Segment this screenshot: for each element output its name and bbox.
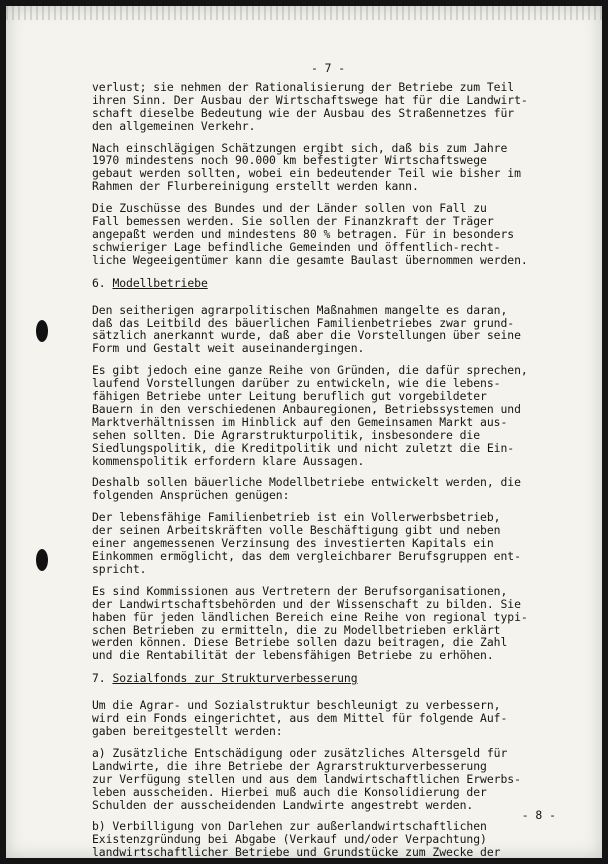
text-line: Rahmen der Flurbereinigung erstellt werden kann.: [92, 179, 419, 194]
text-line: 1970 mindestens noch 90.000 km befestigter Wirtschaftswege: [92, 153, 487, 168]
text-line: einer angemessenen Verzinsung des investierten Kapitals ein: [92, 536, 494, 551]
text-line: werden können. Diese Betriebe sollen dazu beitragen, die Zahl: [92, 635, 508, 650]
text-line: haben für jeden ländlichen Bereich eine Reihe von regional typi-: [92, 609, 528, 624]
text-line: b) Verbilligung von Darlehen zur außerlandwirtschaftlichen: [92, 819, 487, 834]
document-body: [92, 62, 564, 858]
text-line: Die Zuschüsse des Bundes und der Länder sollen von Fall zu: [92, 201, 487, 216]
section-heading: [92, 672, 564, 685]
paragraph: [92, 511, 564, 576]
text-line: der seinen Arbeitskräften volle Beschäftigung gibt und neben: [92, 523, 501, 538]
text-line: kommenspolitik erfordern klare Aussagen.: [92, 453, 365, 468]
text-line: gaben bereitgestellt werden:: [92, 723, 283, 738]
text-line: Deshalb sollen bäuerliche Modellbetriebe entwickelt werden, die: [92, 475, 521, 490]
paragraph: [92, 585, 564, 662]
text-line: daß das Leitbild des bäuerlichen Familienbetriebes zwar grund-: [92, 315, 515, 330]
paragraph: [92, 747, 564, 812]
section-title: Sozialfonds zur Strukturverbesserung: [112, 671, 358, 686]
page-number: - 7 -: [310, 61, 346, 75]
text-line: Bauern in den verschiedenen Anbauregionen, Betriebssystemen und: [92, 401, 521, 416]
text-line: Landwirte, die ihre Betriebe der Agrarstrukturverbesserung: [92, 758, 487, 773]
section-number: 7.: [92, 671, 106, 686]
text-line: Es sind Kommissionen aus Vertretern der Berufsorganisationen,: [92, 583, 508, 598]
text-line: a) Zusätzliche Entschädigung oder zusätzliches Altersgeld für: [92, 745, 508, 760]
section-heading: [92, 277, 564, 290]
text-line: schen Betrieben zu ermitteln, die zu Modellbetrieben erklärt: [92, 622, 501, 637]
paragraph: [92, 202, 564, 267]
text-line: landwirtschaftlicher Betriebe und Grundstücke zum Zwecke der: [92, 845, 501, 858]
text-line: spricht.: [92, 561, 147, 576]
paragraph: [92, 820, 564, 858]
paragraph: [92, 699, 564, 738]
paragraph: [92, 304, 564, 356]
text-line: ihren Sinn. Der Ausbau der Wirtschaftswege hat für die Landwirt-: [92, 92, 528, 107]
text-line: sehen sollten. Die Agrarstrukturpolitik, insbesondere die: [92, 427, 481, 442]
text-line: schwieriger Lage befindliche Gemeinden und öffentlich-recht-: [92, 239, 501, 254]
text-line: zur Verfügung stellen und aus dem landwirtschaftlichen Erwerbs-: [92, 771, 521, 786]
text-line: Einkommen ermöglicht, das dem vergleichbarer Berufsgruppen ent-: [92, 549, 521, 563]
next-page-marker: - 8 -: [521, 808, 556, 822]
text-line: Der lebensfähige Familienbetrieb ist ein Vollerwerbsbetrieb,: [92, 510, 501, 525]
text-line: Den seitherigen agrarpolitischen Maßnahmen mangelte es daran,: [92, 302, 508, 317]
text-line: folgenden Ansprüchen genügen:: [92, 488, 290, 503]
punch-hole: [36, 549, 48, 571]
text-line: leben ausscheiden. Hierbei muß auch die Konsolidierung der: [92, 784, 487, 799]
text-line: Schulden der ausscheidenden Landwirte angestrebt werden.: [92, 797, 474, 812]
text-line: fähigen Betriebe unter Leitung beruflich gut vorgebildeter: [92, 389, 487, 404]
scan-edge-noise: [6, 6, 602, 20]
paragraph: [92, 364, 564, 467]
paragraph: [92, 142, 564, 194]
text-line: angepaßt werden und mindestens 80 % betragen. Für in besonders: [92, 226, 515, 241]
text-line: liche Wegeeigentümer kann die gesamte Baulast übernommen werden.: [92, 252, 528, 267]
text-line: wird ein Fonds eingerichtet, aus dem Mittel für folgende Auf-: [92, 711, 508, 726]
text-line: laufend Vorstellungen darüber zu entwickeln, wie die lebens-: [92, 376, 501, 391]
text-line: Marktverhältnissen im Hinblick auf den Gemeinsamen Markt aus-: [92, 414, 508, 429]
text-line: und die Rentabilität der lebensfähigen Betriebe zu erhöhen.: [92, 648, 494, 663]
text-line: Um die Agrar- und Sozialstruktur beschleunigt zu verbessern,: [92, 698, 501, 713]
section-number: 6.: [92, 275, 106, 290]
text-line: den allgemeinen Verkehr.: [92, 118, 256, 133]
text-line: Form und Gestalt weit auseinandergingen.: [92, 341, 365, 356]
text-line: gebaut werden sollten, wobei ein bedeutender Teil wie bisher im: [92, 166, 521, 181]
punch-hole: [36, 320, 48, 342]
paragraph: [92, 81, 564, 133]
text-line: Siedlungspolitik, die Kreditpolitik und nicht zuletzt die Ein-: [92, 440, 515, 455]
text-line: schaft dieselbe Bedeutung wie der Ausbau des Straßennetzes für: [92, 105, 515, 120]
text-line: sätzlich anerkannt wurde, daß aber die Vorstellungen über seine: [92, 328, 521, 343]
content-blocks: [92, 81, 564, 858]
text-line: Nach einschlägigen Schätzungen ergibt sich, daß bis zum Jahre: [92, 140, 508, 155]
text-line: Es gibt jedoch eine ganze Reihe von Gründen, die dafür sprechen,: [92, 363, 528, 378]
section-title: Modellbetriebe: [112, 275, 208, 290]
text-line: verlust; sie nehmen der Rationalisierung der Betriebe zum Teil: [92, 79, 515, 94]
text-line: Fall bemessen werden. Sie sollen der Finanzkraft der Träger: [92, 214, 494, 229]
text-line: der Landwirtschaftsbehörden und der Wissenschaft zu bilden. Sie: [92, 596, 521, 611]
text-line: Existenzgründung bei Abgabe (Verkauf und/oder Verpachtung): [92, 832, 487, 847]
paragraph: [92, 476, 564, 502]
document-page: [6, 6, 602, 858]
